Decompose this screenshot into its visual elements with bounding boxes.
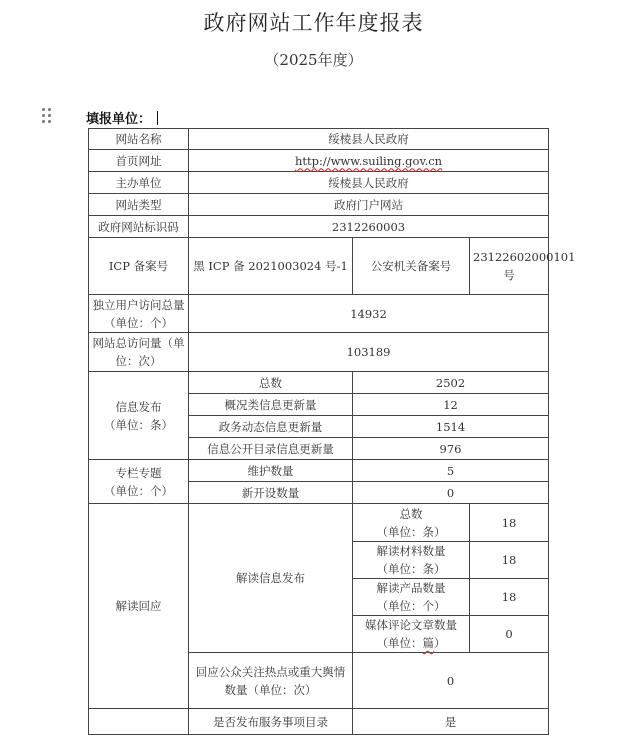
interp-media-label: 媒体评论文章数量 （单位：篇） [353,616,470,653]
interp-hotspot-value: 0 [353,653,549,709]
table-row [89,372,549,394]
info-total-label: 总数 [189,372,353,394]
interp-hotspot-label: 回应公众关注热点或重大舆情数量（单位：次） [189,653,353,709]
site-name-value: 绥棱县人民政府 [189,129,549,150]
text-cursor [157,111,158,125]
table-row [89,709,549,735]
interp-publish-label: 解读信息发布 [189,504,353,653]
column-maintain-value: 5 [353,460,549,482]
icp-label: ICP 备案号 [89,238,189,295]
column-maintain-label: 维护数量 [189,460,353,482]
table-row [89,460,549,482]
column-topic-label: 专栏专题 （单位：个） [89,460,189,504]
interp-total-label: 总数 （单位：条） [353,504,470,542]
interp-material-value: 18 [470,542,549,579]
interp-material-label: 解读材料数量 （单位：条） [353,542,470,579]
pv-value: 103189 [189,333,549,372]
report-table [88,128,576,735]
info-catalog-label: 信息公开目录信息更新量 [189,438,353,460]
column-new-label: 新开设数量 [189,482,353,504]
info-overview-label: 概况类信息更新量 [189,394,353,416]
table-row [89,172,549,194]
table-row [89,194,549,216]
site-type-value: 政府门户网站 [189,194,549,216]
fill-unit-label: 填报单位： [86,112,152,127]
info-catalog-value: 976 [353,438,549,460]
table-row [89,238,549,295]
police-record-label: 公安机关备案号 [353,238,470,295]
homepage-label: 首页网址 [89,150,189,172]
sponsor-label: 主办单位 [89,172,189,194]
site-name-label: 网站名称 [89,129,189,150]
interp-media-value: 0 [470,616,549,653]
service-row-blank [89,709,189,735]
sponsor-value: 绥棱县人民政府 [189,172,549,194]
site-id-value: 2312260003 [189,216,549,238]
column-new-value: 0 [353,482,549,504]
report-title: 政府网站工作年度报表 [203,11,424,35]
interp-product-value: 18 [470,579,549,616]
interp-response-label: 解读回应 [89,504,189,709]
table-row [89,333,549,372]
police-record-value: 23122602000101 号 [470,238,549,295]
interp-product-label: 解读产品数量 （单位：个） [353,579,470,616]
service-catalog-value: 是 [353,709,549,735]
table-row [89,150,549,172]
interp-total-value: 18 [470,504,549,542]
homepage-url[interactable]: http://www.suiling.gov.cn [294,153,443,168]
table-row [89,504,549,542]
fill-unit-field[interactable] [86,108,158,127]
icp-value: 黑 ICP 备 2021003024 号-1 [189,238,353,295]
table-row [89,216,549,238]
info-publish-label: 信息发布 （单位：条） [89,372,189,460]
site-id-label: 政府网站标识码 [89,216,189,238]
uv-label: 独立用户访问总量（单位：个） [89,295,189,333]
uv-value: 14932 [189,295,549,333]
info-news-label: 政务动态信息更新量 [189,416,353,438]
table-row [89,295,549,333]
drag-handle-icon[interactable] [42,108,52,124]
pv-label: 网站总访问量（单位：次） [89,333,189,372]
site-type-label: 网站类型 [89,194,189,216]
info-news-value: 1514 [353,416,549,438]
report-year: （2025年度） [264,51,363,69]
info-total-value: 2502 [353,372,549,394]
info-overview-value: 12 [353,394,549,416]
service-catalog-label: 是否发布服务事项目录 [189,709,353,735]
table-row [89,129,549,150]
